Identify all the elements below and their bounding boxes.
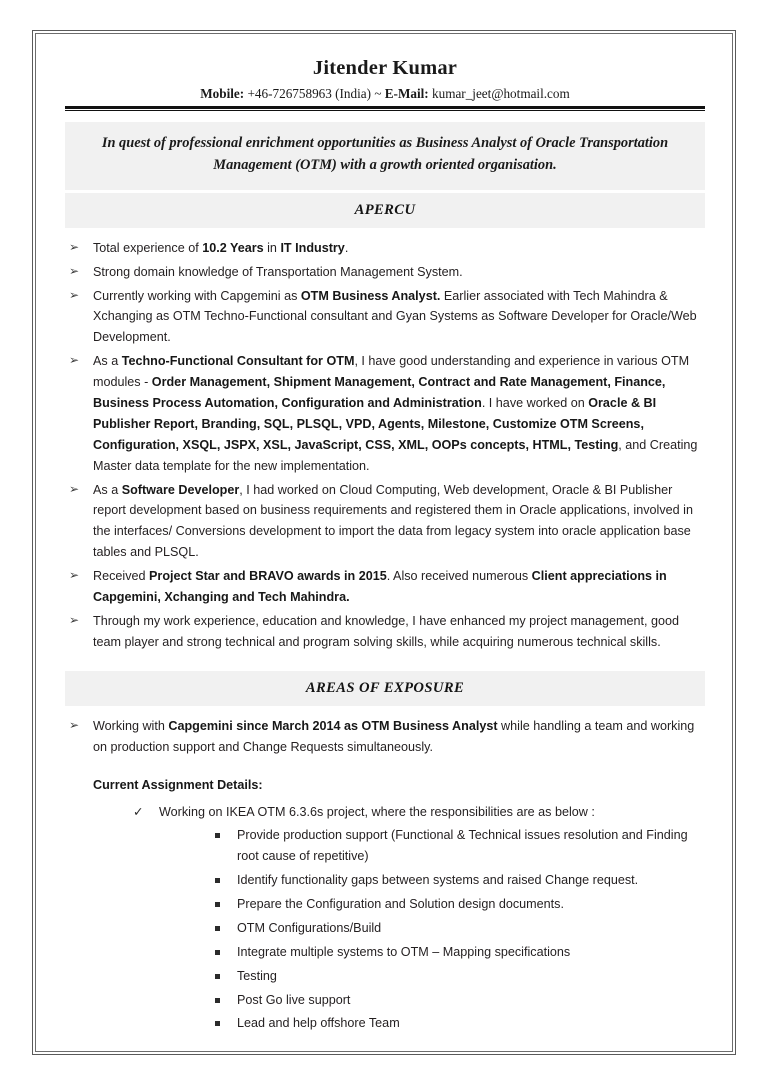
bullet-text-part: , I had worked on Cloud Computing, Web development, Oracle & BI Publisher report development based on business requirements and registered them in Oracle applications, involved in the interfaces/ Conversions development to import the data from legacy system into oracle application base tables and PLSQL. [93,482,693,560]
bullet-text-bold: Client appreciations in Capgemini, Xchanging and Tech Mahindra. [93,569,667,605]
list-item [65,480,705,564]
current-assignment-heading: Current Assignment Details: [93,778,263,793]
list-item [65,351,705,476]
check-bullet-icon: ✓ [133,805,144,820]
list-item [65,716,705,758]
arrow-bullet-icon: ➢ [69,481,80,496]
bullet-text-part: in [263,240,281,255]
exposure-bullet-list [65,716,705,758]
section-title-apercu: APERCU [354,201,416,218]
project-line-text: Working on IKEA OTM 6.3.6s project, where the responsibilities are as below : [159,805,595,820]
header-divider [65,106,705,111]
responsibility-text: Lead and help offshore Team [237,1016,400,1031]
bullet-text-bold: Techno-Functional Consultant for OTM [121,354,355,369]
mobile-value: +46-726758963 (India) ~ [244,86,385,101]
resume-content [65,57,705,1037]
bullet-text-part: while handling a team and working on production support and Change Requests simultaneously. [93,718,695,754]
responsibility-text: OTM Configurations/Build [237,920,382,935]
list-item [211,918,705,939]
responsibility-text: Prepare the Configuration and Solution design documents. [237,896,564,911]
bullet-text-bold: Capgemini since March 2014 as OTM Business Analyst [168,718,498,733]
bullet-text-part: As a [93,482,122,497]
mobile-label: Mobile: [200,86,245,101]
bullet-text-part: , I have good understanding and experience in various OTM modules - [93,354,690,390]
objective-band [65,122,705,190]
apercu-bullet-list [65,238,705,653]
bullet-text-bold: Oracle & BI Publisher Report, Branding, SQL, PLSQL, VPD, Agents, Milestone, Customize OTM Screens, Configuration, XSQL, JSPX, XSL, JavaScript, CSS, XML, OOPs concepts, HTML, Testing [93,396,657,452]
bullet-text-bold: Order Management, Shipment Management, Contract and Rate Management, Finance, Business Process Automation, Configuration and Administration [93,375,666,411]
section-header-apercu [65,193,705,228]
bullet-text-bold: IT Industry [280,240,345,255]
square-bullet-icon [215,926,220,931]
list-item [211,870,705,891]
contact-line [65,86,705,102]
arrow-bullet-icon: ➢ [69,287,80,302]
list-item [211,966,705,987]
square-bullet-icon [215,950,220,955]
list-item [211,942,705,963]
bullet-text-part: Earlier associated with Tech Mahindra & Xchanging as OTM Techno-Functional consultant and Gyan Systems as Software Developer for Oracle/Web Development. [93,288,697,345]
responsibility-text: Testing [237,968,277,983]
arrow-bullet-icon: ➢ [69,612,80,627]
list-item [65,238,705,259]
square-bullet-icon [215,833,220,838]
section-title-exposure: AREAS OF EXPOSURE [305,679,465,696]
bullet-text-part: Strong domain knowledge of Transportation Management System. [93,264,463,279]
bullet-text-part: Working with [93,718,169,733]
arrow-bullet-icon: ➢ [69,568,80,583]
project-list [131,802,705,1034]
list-item [211,825,705,867]
email-label: E-Mail: [384,86,429,101]
list-item [65,286,705,349]
bullet-text-part: . I have worked on [481,396,589,411]
bullet-text-part: Total experience of [93,240,203,255]
objective-text: In quest of professional enrichment opportunities as Business Analyst of Oracle Transportation Management (OTM) with a growth oriented organisation. [101,135,669,173]
list-item [65,262,705,283]
square-bullet-icon [215,878,220,883]
bullet-text-bold: 10.2 Years [202,240,264,255]
bullet-text-part: , and Creating Master data template for the new implementation. [93,437,698,473]
bullet-text-part: As a [93,354,122,369]
resume-page [32,30,736,1055]
arrow-bullet-icon: ➢ [69,353,80,368]
square-bullet-icon [215,1021,220,1026]
candidate-name: Jitender Kumar [312,57,458,79]
bullet-text-bold: OTM Business Analyst. [300,288,441,303]
responsibilities-list [211,825,705,1034]
responsibility-text: Provide production support (Functional & Technical issues resolution and Finding root cause of repetitive) [237,828,688,864]
square-bullet-icon [215,998,220,1003]
bullet-text-part: Received [93,569,150,584]
list-item [211,894,705,915]
current-assignment-block [65,775,705,1034]
responsibility-text: Integrate multiple systems to OTM – Mapping specifications [237,944,571,959]
list-item [131,802,705,1034]
arrow-bullet-icon: ➢ [69,263,80,278]
bullet-text-part: . Also received numerous [386,569,532,584]
section-header-exposure [65,671,705,706]
bullet-text-part: . [344,240,349,255]
bullet-text-part: Through my work experience, education and knowledge, I have enhanced my project management, good team player and strong technical and program solving skills, while acquiring numerous technical skills. [93,613,679,649]
list-item [65,566,705,608]
list-item [211,1013,705,1034]
email-value: kumar_jeet@hotmail.com [428,86,570,101]
list-item [65,611,705,653]
square-bullet-icon [215,902,220,907]
list-item [211,990,705,1011]
bullet-text-bold: Project Star and BRAVO awards in 2015 [149,569,387,584]
arrow-bullet-icon: ➢ [69,239,80,254]
bullet-text-part: Currently working with Capgemini as [93,288,301,303]
square-bullet-icon [215,974,220,979]
responsibility-text: Identify functionality gaps between systems and raised Change request. [237,873,639,888]
bullet-text-bold: Software Developer [121,482,240,497]
responsibility-text: Post Go live support [237,992,351,1007]
arrow-bullet-icon: ➢ [69,717,80,732]
